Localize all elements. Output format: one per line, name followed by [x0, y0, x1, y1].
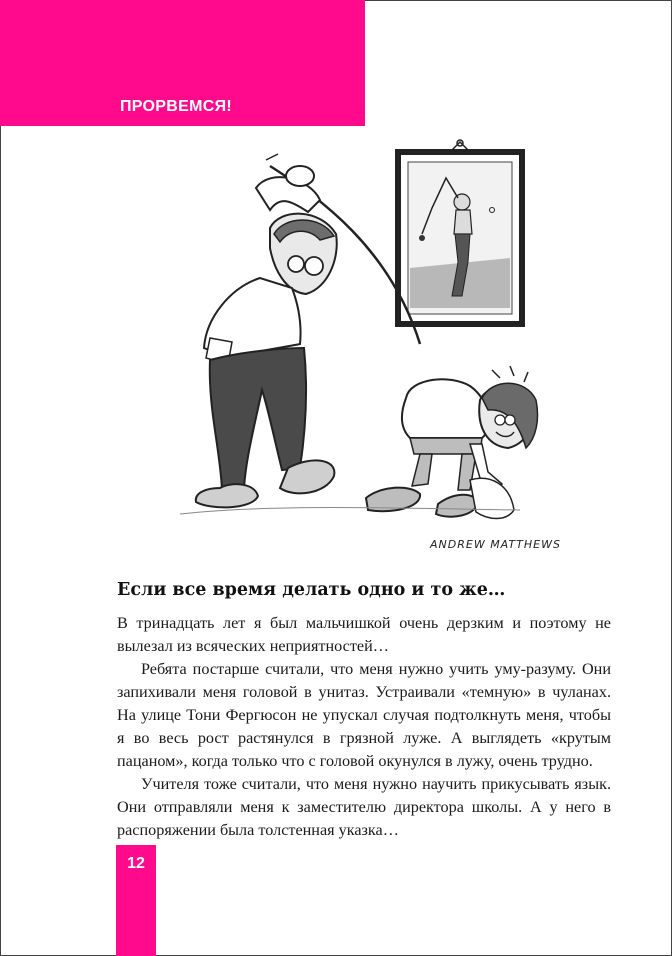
- article-body: [117, 612, 611, 842]
- cartoon-illustration: [170, 138, 590, 558]
- page-number-tab: [116, 845, 156, 956]
- header-banner: [0, 0, 365, 126]
- framed-picture: [398, 140, 522, 324]
- boy-figure: [366, 366, 538, 519]
- paragraph: Ребята постарше считали, что меня нужно учить уму-разуму. Они запихивали меня головой в унитаз. Устраивали «темную» в чуланах. На улице Тони Фергюсон не упускал случая подтолкнуть меня, чтобы я во весь рост растянулся в грязной луже. А выглядеть «крутым пацаном», когда только что с головой окунулся в лужу, очень трудно.: [117, 660, 611, 770]
- adult-golfer-figure: [196, 154, 420, 507]
- page-number: 12: [127, 855, 145, 872]
- section-title: ПРОРВЕМСЯ!: [120, 98, 233, 115]
- paragraph: В тринадцать лет я был мальчишкой очень дерзким и поэтому не вылезал из всяческих неприятностей…: [117, 614, 611, 655]
- artist-signature: ANDREW MATTHEWS: [430, 538, 561, 551]
- paragraph: Учителя тоже считали, что меня нужно научить прикусывать язык. Они отправляли меня к заместителю директора школы. А у него в распоряжении была толстенная указка…: [117, 775, 611, 839]
- article-heading: Если все время делать одно и то же…: [117, 580, 506, 600]
